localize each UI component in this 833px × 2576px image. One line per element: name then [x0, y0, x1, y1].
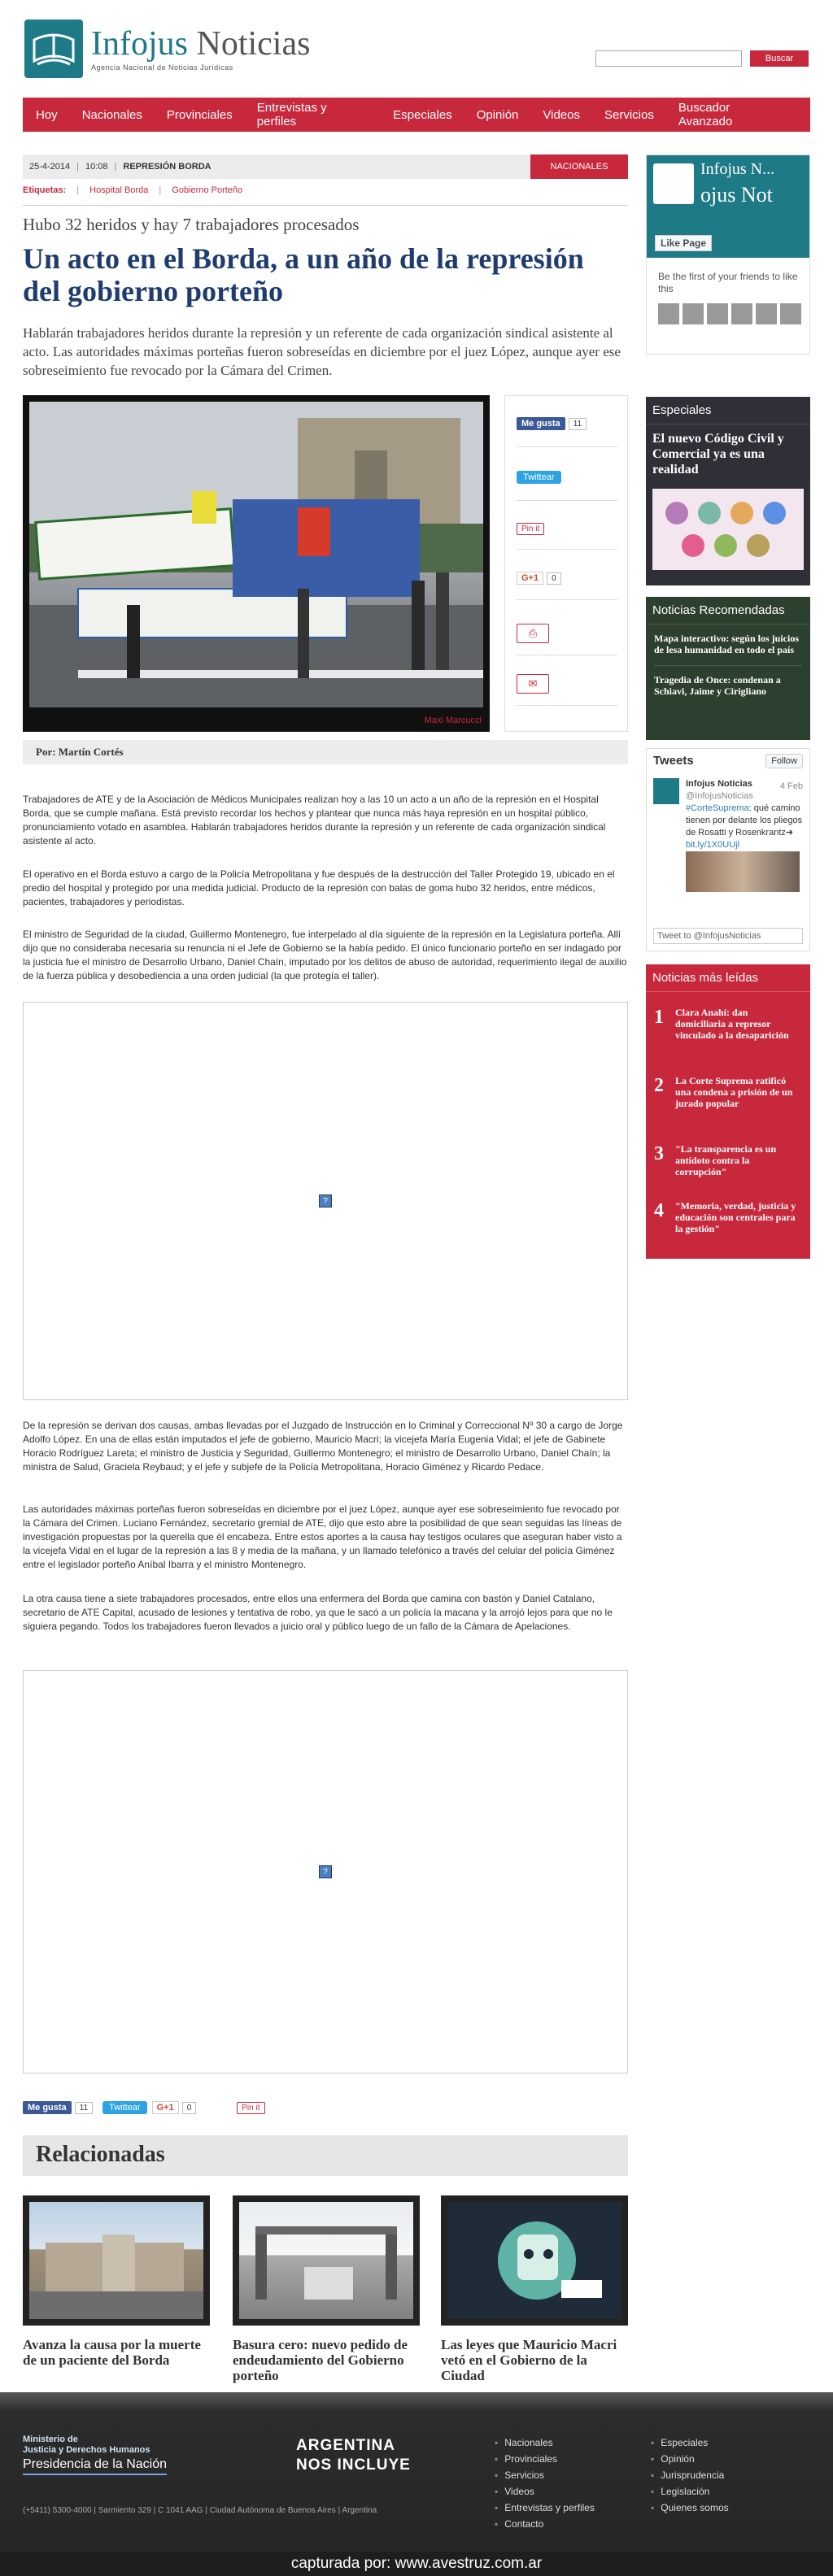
related-item[interactable] — [441, 2195, 628, 2383]
facebook-like-button[interactable]: Me gusta — [517, 417, 565, 430]
logo-subtitle: Agencia Nacional de Noticias Jurídicas — [91, 63, 233, 72]
search-button[interactable]: Buscar — [750, 50, 809, 67]
nav-item-videos[interactable]: Videos — [543, 107, 580, 122]
like-count: 11 — [75, 2102, 93, 2114]
footer-link[interactable]: ▪ Opinión — [651, 2451, 729, 2467]
like-count: 11 — [569, 418, 587, 430]
facebook-page-widget — [646, 154, 810, 355]
footer-link[interactable]: ▪ Legislación — [651, 2483, 729, 2500]
related-thumbnail[interactable] — [441, 2195, 628, 2326]
tweet-to-input[interactable]: Tweet to @InfojusNoticias — [653, 928, 803, 944]
most-read-item[interactable]: 1 Clara Anahí: dan domiciliaria a represor vinculado a la desaparición — [654, 1007, 789, 1041]
friend-faces — [658, 303, 805, 324]
pinterest-button[interactable]: Pin it — [517, 523, 544, 535]
friend-avatar[interactable] — [780, 303, 801, 324]
friend-avatar[interactable] — [658, 303, 679, 324]
article-paragraph: La otra causa tiene a siete trabajadores procesados, entre ellos una enfermera del Borda que camina con bastón y Daniel Catalano, secretario de ATE Capital, acusado de lesiones y tentativa de robo, ya que le sacó a un policía la macana y la arrojó lejos para que no le siguiera pegando. Todos los trabajadores fueron llevados a juicio oral y público luego de un fallo de la Cámara de Apelaciones. — [23, 1593, 613, 1632]
nav-item-provinciales[interactable]: Provinciales — [166, 107, 233, 122]
nav-item-hoy[interactable]: Hoy — [36, 107, 58, 122]
argentina-nos-incluye-logo: ARGENTINA NOS INCLUYE — [296, 2437, 411, 2474]
footer-link[interactable]: ▪ Entrevistas y perfiles — [495, 2500, 595, 2516]
friend-avatar[interactable] — [683, 303, 704, 324]
recomendadas-link[interactable]: Mapa interactivo: según los juicios de lesa humanidad en todo el país — [654, 633, 799, 655]
most-read-item[interactable]: 2 La Corte Suprema ratificó una condena a prisión de un jurado popular — [654, 1075, 793, 1109]
article-kicker: Hubo 32 heridos y hay 7 trabajadores procesados — [23, 215, 360, 234]
related-thumbnail[interactable] — [23, 2195, 210, 2326]
footer-link[interactable]: ▪ Jurisprudencia — [651, 2467, 729, 2483]
tag-link[interactable]: Gobierno Porteño — [172, 185, 243, 195]
embedded-media[interactable] — [23, 1002, 628, 1400]
divider — [23, 205, 628, 206]
tags-label: Etiquetas: — [23, 185, 67, 195]
missing-plugin-icon: ? — [319, 1194, 332, 1208]
footer-link[interactable]: ▪ Servicios — [495, 2467, 595, 2483]
footer-link[interactable]: ▪ Provinciales — [495, 2451, 595, 2467]
related-heading: Relacionadas — [23, 2135, 628, 2176]
article-author: Por: Martín Cortés — [23, 740, 628, 764]
friend-avatar[interactable] — [756, 303, 777, 324]
related-caption[interactable]: Basura cero: nuevo pedido de endeudamiento del Gobierno porteño — [233, 2337, 408, 2383]
nav-item-buscador[interactable]: Buscador Avanzado — [678, 101, 733, 128]
nav-item-nacionales[interactable]: Nacionales — [81, 107, 142, 122]
article-paragraph: Trabajadores de ATE y de la Asociación de Médicos Municipales realizan hoy a las 10 un acto a un año de la represión en el Hospital Borda, que se cumple mañana. Está previsto recordar los hechos y plantear que nunca más haya represión en un hospital público, pronunciamiento votado en asamblea. Hablarán trabajadores heridos durante la represión y un referente de cada organización sindical asistente al acto. — [23, 794, 606, 846]
article-paragraph: De la represión se derivan dos causas, ambas llevadas por el Juzgado de Instrucción en lo Criminal y Correccional Nº 30 a cargo de Jorge Adolfo López. En una de ellas están imputados el jefe de gobierno, Mauricio Macri; la vicejefa María Eugenia Vidal; el jefe de Gabinete Horacio Rodríguez Lareta; el ministro de Justicia y Seguridad, Guillermo Montenegro; el ministro de Desarrollo Urbano, Daniel Chaín; la ministra de Salud, Graciela Reybaud; y el jefe y subjefe de la Policía Metropolitana, Horacio Giménez y Ricardo Pedace. — [23, 1420, 623, 1473]
friend-avatar[interactable] — [707, 303, 728, 324]
page-avatar — [653, 163, 694, 204]
article-meta-bar: 25-4-2014 | 10:08 | REPRESIÓN BORDA NACIONALES — [23, 154, 628, 179]
footer-link[interactable]: ▪ Nacionales — [495, 2435, 595, 2451]
nav-item-especiales[interactable]: Especiales — [393, 107, 452, 122]
pinterest-button[interactable]: Pin it — [237, 2102, 264, 2114]
tag-link[interactable]: Hospital Borda — [89, 185, 149, 195]
google-plus-button[interactable]: G+1 — [517, 572, 543, 585]
especiales-heading: Especiales — [646, 397, 810, 424]
embedded-media[interactable] — [23, 1670, 628, 2073]
tweets-heading: Tweets — [653, 754, 694, 768]
footer-link[interactable]: ▪ Quienes somos — [651, 2500, 729, 2516]
twitter-widget — [646, 748, 810, 951]
footer-link[interactable]: ▪ Videos — [495, 2483, 595, 2500]
friend-avatar[interactable] — [731, 303, 752, 324]
logo-title: Infojus Noticias — [91, 25, 311, 63]
article-tags: Etiquetas: | Hospital Borda | Gobierno Porteño — [23, 185, 243, 195]
gplus-count: 0 — [547, 572, 561, 585]
site-footer — [0, 2392, 833, 2552]
tweet-link[interactable]: bit.ly/1X0UUjl — [686, 840, 740, 850]
footer-link[interactable]: ▪ Contacto — [495, 2516, 595, 2532]
tweet-text: #CorteSuprema: qué camino tienen por delante los pliegos de Rosatti y Rosenkrantz➜ bit.ly/1X0UUjl — [686, 803, 803, 864]
recomendadas-heading: Noticias Recomendadas — [646, 597, 810, 624]
related-item[interactable] — [23, 2195, 210, 2368]
site-logo[interactable] — [24, 20, 310, 78]
google-plus-button[interactable]: G+1 — [152, 2101, 179, 2114]
tweet-date: 4 Feb — [779, 781, 803, 791]
article-date: 25-4-2014 — [29, 162, 71, 172]
facebook-like-button[interactable]: Me gusta — [23, 2101, 72, 2114]
nav-item-opinion[interactable]: Opinión — [476, 107, 519, 122]
main-nav — [23, 98, 810, 132]
tweet-avatar[interactable] — [653, 778, 679, 804]
article-photo — [23, 395, 490, 732]
article-section: REPRESIÓN BORDA — [123, 162, 212, 172]
bottom-share-bar — [23, 2101, 265, 2114]
capture-watermark: capturada por: www.avestruz.com.ar — [0, 2552, 833, 2576]
twitter-button[interactable]: Twittear — [102, 2101, 147, 2114]
especiales-box — [646, 397, 810, 585]
footer-link[interactable]: ▪ Especiales — [651, 2435, 729, 2451]
facebook-cover[interactable] — [647, 155, 809, 258]
printer-icon[interactable]: ⎙ — [517, 624, 549, 643]
missing-plugin-icon: ? — [319, 1865, 332, 1878]
twitter-follow-button[interactable]: Follow — [765, 754, 803, 768]
nav-item-entrevistas[interactable]: Entrevistas y perfiles — [256, 101, 327, 128]
facebook-page-name[interactable]: Infojus N... — [700, 160, 775, 178]
tweet-handle[interactable]: @InfojusNoticias — [686, 791, 753, 801]
article-lead: Hablarán trabajadores heridos durante la represión y un referente de cada organización sindical asistente al acto. Las autoridades máximas porteñas fueron sobreseídas en diciembre por el juez López, aunque ayer ese sobreseimiento fue revocado por la Cámara del Crimen. — [23, 325, 621, 378]
related-caption[interactable]: Las leyes que Mauricio Macri vetó en el Gobierno de la Ciudad — [441, 2337, 617, 2383]
related-caption[interactable]: Avanza la causa por la muerte de un paciente del Borda — [23, 2337, 201, 2368]
presidencia-logo[interactable]: Presidencia de la Nación — [23, 2457, 167, 2475]
footer-address: (+5411) 5300-4000 | Sarmiento 329 | C 1041 AAG | Ciudad Autónoma de Buenos Aires | Argentina — [23, 2506, 377, 2515]
gplus-count: 0 — [182, 2102, 197, 2114]
most-read-item[interactable]: 3 "La transparencia es un antídoto contra la corrupción" — [654, 1143, 777, 1177]
tweet-author[interactable]: Infojus Noticias — [686, 779, 752, 789]
facebook-like-page-button[interactable]: Like Page — [655, 235, 712, 251]
book-logo-icon — [24, 20, 83, 78]
most-read-item[interactable]: 4 "Memoria, verdad, justicia y educación son centrales para la gestión" — [654, 1200, 796, 1234]
especiales-link[interactable]: El nuevo Código Civil y Comercial ya es una realidad — [652, 432, 784, 476]
search-form — [595, 50, 809, 67]
facebook-friends-text: Be the first of your friends to like this — [658, 271, 798, 294]
especiales-image[interactable] — [652, 489, 804, 570]
section-badge[interactable]: NACIONALES — [530, 154, 628, 179]
recomendadas-link[interactable]: Tragedia de Once: condenan a Schiavi, Jaime y Cirigliano — [654, 674, 781, 697]
mail-icon[interactable]: ✉ — [517, 674, 549, 694]
facebook-cover-text: ojus Not — [700, 183, 773, 207]
recomendadas-box — [646, 597, 810, 740]
footer-links-col-2 — [651, 2435, 729, 2516]
protest-photo — [29, 402, 483, 707]
article-paragraph: El operativo en el Borda estuvo a cargo de la Policía Metropolitana y fue después de la destrucción del Taller Protegido 19, ubicado en el predio del hospital y protegido por una medida judicial. Producto de la represión con balas de goma hubo 32 heridos, entre médicos, pacientes, trabajadores y periodistas. — [23, 868, 615, 907]
article-paragraph: El ministro de Seguridad de la ciudad, Guillermo Montenegro, fue interpelado al día siguiente de la represión en la Legislatura porteña. Allí dijo que no consideraba necesaria su renuncia ni el Jefe de Gobierno se la había pedido. El único funcionario porteño en ser indagado por la justicia fue el ministro de Desarrollo Urbano, Daniel Chaín, imputado por los delitos de abuso de autoridad, requerimiento ilegal de auxilio de la fuerza pública y desobediencia a una orden judicial (la que protegía el taller). — [23, 929, 627, 981]
twitter-button[interactable]: Twittear — [517, 471, 561, 484]
ministry-logo[interactable]: Ministerio de Justicia y Derechos Humanos — [23, 2435, 150, 2455]
footer-links-col-1 — [495, 2435, 595, 2532]
most-read-heading: Noticias más leídas — [646, 964, 810, 992]
site-header — [0, 0, 833, 94]
article-headline: Un acto en el Borda, a un año de la represión del gobierno porteño — [23, 242, 584, 307]
related-item[interactable] — [233, 2195, 420, 2383]
nav-item-servicios[interactable]: Servicios — [604, 107, 654, 122]
photo-credit: Maxi Marcucci — [424, 716, 482, 725]
most-read-box — [646, 964, 810, 1259]
related-thumbnail[interactable] — [233, 2195, 420, 2326]
tweet-photo[interactable] — [686, 851, 800, 892]
article-paragraph: Las autoridades máximas porteñas fueron sobreseídas en diciembre por el juez López, aunque ayer ese sobreseimiento fue revocado por la Cámara del Crimen. Luciano Fernández, secretario gremial de ATE, dijo que esto abre la posibilidad de que sean seguidas las líneas de investigación propuestas por la querella que él encabeza. Entre estos aportes a la causa hay testigos oculares que aseguran haber visto a la vicejefa Vidal en el lugar de la represión a las 8 y media de la mañana, y un llamado telefónico a través del celular del policía Giménez entre el legislador porteño Aníbal Ibarra y el ministro Montenegro. — [23, 1503, 622, 1570]
tweet-hashtag[interactable]: #CorteSuprema — [686, 803, 749, 813]
search-input[interactable] — [595, 50, 742, 67]
article-time: 10:08 — [85, 162, 108, 172]
share-panel — [504, 395, 628, 732]
